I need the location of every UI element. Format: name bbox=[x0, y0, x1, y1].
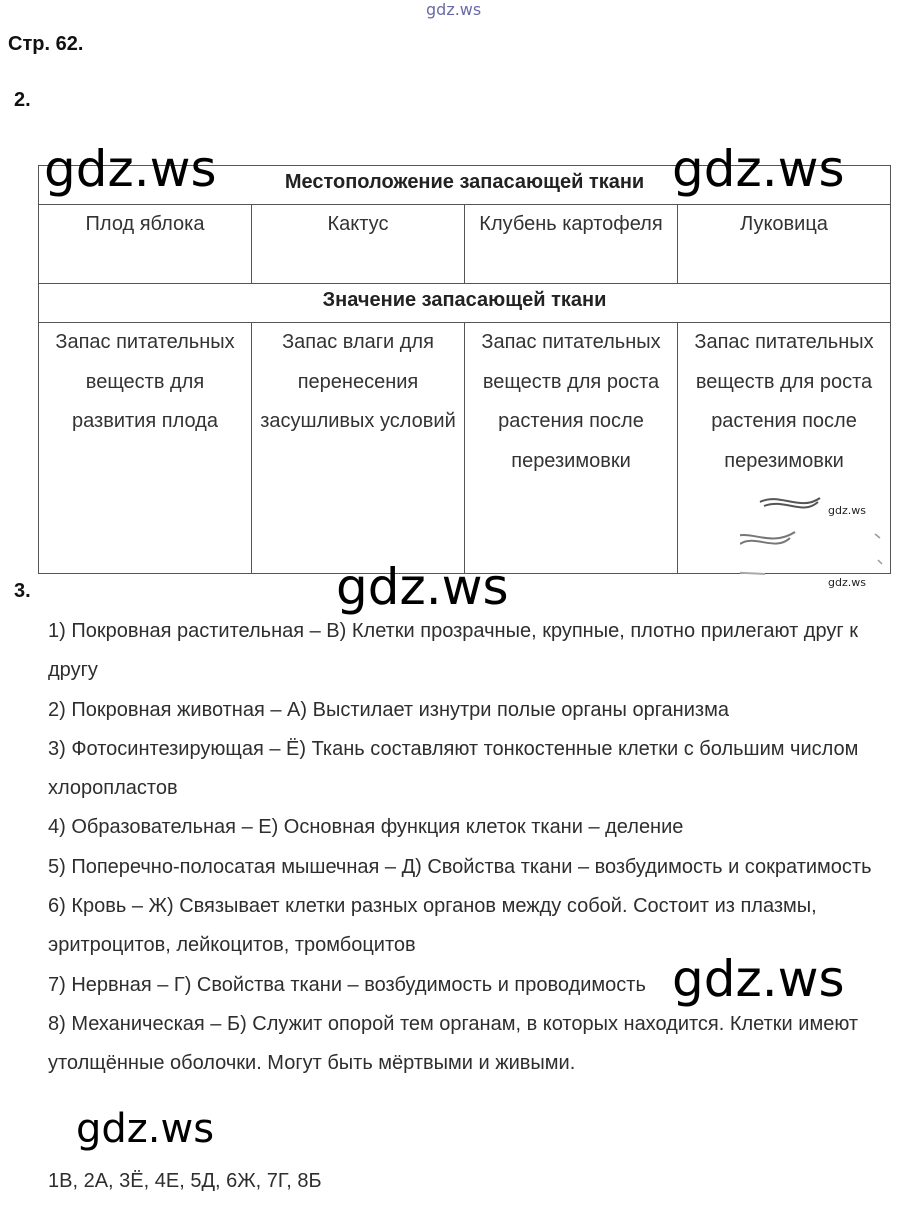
table-cell-meaning: Запас питательных веществ для роста растения после перезимовки bbox=[465, 323, 678, 574]
table-cell-meaning: Запас питательных веществ для роста растения после перезимовки bbox=[678, 323, 891, 574]
watermark: gdz.ws bbox=[76, 1106, 215, 1152]
table-cell-location: Плод яблока bbox=[39, 205, 252, 284]
table-cell-location: Кактус bbox=[252, 205, 465, 284]
watermark: gdz.ws bbox=[44, 140, 217, 198]
page-label: Стр. 62. bbox=[8, 33, 84, 55]
watermark: gdz.ws bbox=[672, 140, 845, 198]
table-cell-meaning: Запас питательных веществ для развития плода bbox=[39, 323, 252, 574]
scribble-mark bbox=[740, 490, 890, 580]
task-3-number: 3. bbox=[14, 580, 31, 602]
answer-line: 5) Поперечно-полосатая мышечная – Д) Свойства ткани – возбудимость и сократимость bbox=[48, 855, 872, 878]
answer-line: 6) Кровь – Ж) Связывает клетки разных органов между собой. Состоит из плазмы, эритроцитов, лейкоцитов, тромбоцитов bbox=[48, 895, 817, 957]
task-2-number: 2. bbox=[14, 89, 31, 111]
answer-line: 1) Покровная растительная – В) Клетки прозрачные, крупные, плотно прилегают друг к другу bbox=[48, 620, 858, 682]
top-watermark: gdz.ws bbox=[426, 0, 482, 19]
table-cell-meaning: Запас влаги для перенесения засушливых условий bbox=[252, 323, 465, 574]
answer-line: 2) Покровная животная – А) Выстилает изнутри полые органы организма bbox=[48, 698, 729, 721]
table-header-location: Местоположение запасающей ткани bbox=[39, 166, 891, 205]
answer-summary: 1В, 2А, 3Ё, 4Е, 5Д, 6Ж, 7Г, 8Б bbox=[48, 1170, 322, 1192]
watermark: gdz.ws bbox=[672, 950, 845, 1008]
table-cell-location: Луковица bbox=[678, 205, 891, 284]
table-cell-location: Клубень картофеля bbox=[465, 205, 678, 284]
matching-answers bbox=[48, 612, 903, 1084]
watermark: gdz.ws bbox=[336, 558, 509, 616]
answer-line: 4) Образовательная – Е) Основная функция клеток ткани – деление bbox=[48, 816, 684, 839]
watermark-small: gdz.ws bbox=[828, 504, 866, 517]
answer-line: 8) Механическая – Б) Служит опорой тем органам, в которых находится. Клетки имеют утолщённые оболочки. Могут быть мёртвыми и живыми. bbox=[48, 1012, 859, 1075]
watermark-small: gdz.ws bbox=[828, 576, 866, 589]
answer-line: 7) Нервная – Г) Свойства ткани – возбудимость и проводимость bbox=[48, 973, 646, 996]
answer-line: 3) Фотосинтезирующая – Ё) Ткань составляют тонкостенные клетки с большим числом хлоропластов bbox=[48, 737, 859, 800]
table-header-meaning: Значение запасающей ткани bbox=[39, 284, 891, 323]
